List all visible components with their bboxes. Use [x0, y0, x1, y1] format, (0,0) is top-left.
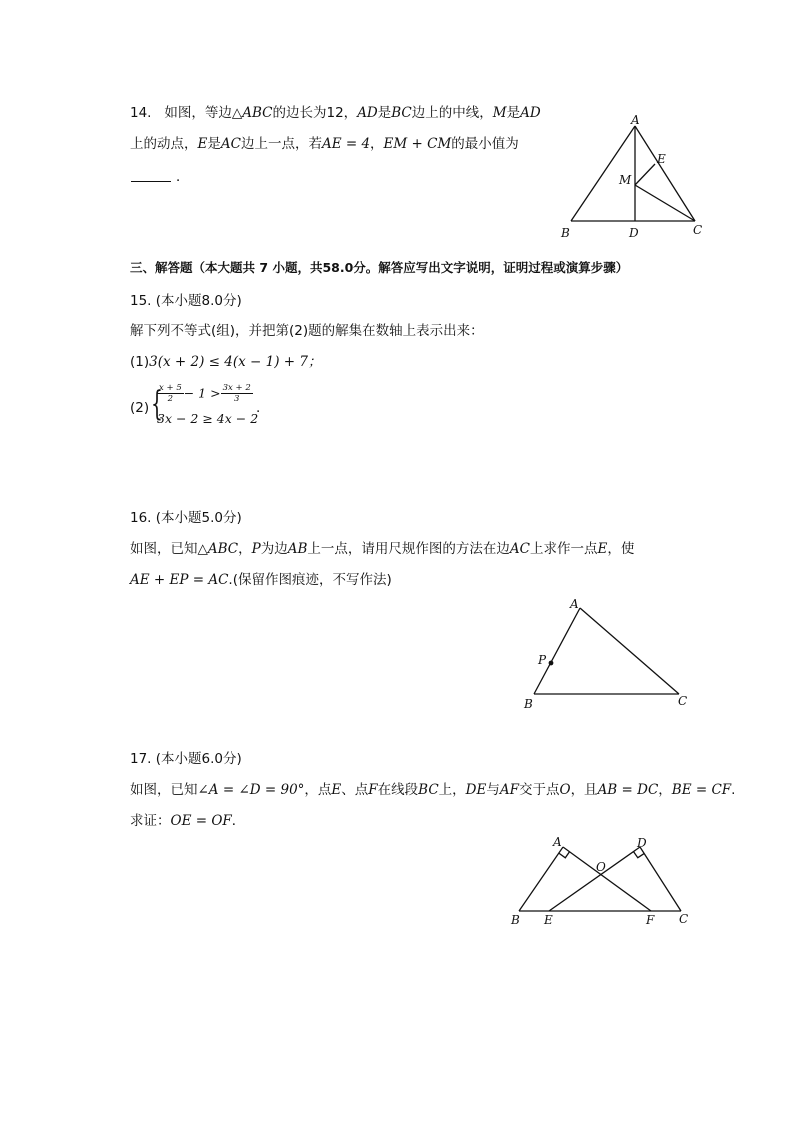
q14-math: EM + CM	[383, 136, 452, 152]
q17-math: AF	[499, 782, 519, 798]
q16-text: 上求作一点	[530, 541, 598, 557]
q17-seg-cd	[640, 847, 681, 911]
q17-math: O	[559, 782, 571, 798]
q17-math: BC	[418, 782, 439, 798]
q14-seg-mc	[635, 185, 695, 221]
q14-side-ac	[635, 126, 695, 221]
q14-text: 边上一点，若	[240, 136, 322, 152]
q14-line-1	[130, 104, 541, 122]
q17-math: AB = DC	[597, 782, 659, 798]
q14-text: 的边长为12，	[272, 105, 358, 121]
q15-system-end: .	[256, 400, 261, 416]
q14-text: 是	[207, 136, 221, 152]
q14-blank-end	[176, 168, 190, 186]
q14-line-2	[130, 135, 519, 153]
q14-label-d: D	[629, 226, 639, 240]
q14-number: 14.	[130, 105, 152, 121]
q17-figure	[505, 830, 705, 930]
q16-math: AB	[287, 541, 308, 557]
q14-text: 边上的中线，	[411, 105, 493, 121]
section-heading-text: 7	[259, 260, 269, 275]
q15-denominator: 3	[233, 394, 240, 404]
q14-math: E	[197, 136, 208, 152]
section-heading-text: 小题，共	[272, 260, 323, 275]
q17-seg-ba	[519, 847, 563, 911]
q16-figure	[515, 592, 705, 717]
q17-label-c: C	[679, 912, 689, 926]
q15-system-brace: {	[151, 384, 163, 424]
q17-math: OE = OF	[170, 813, 232, 829]
q17-text: 上，	[438, 782, 466, 798]
q15-numerator: 3x + 2	[222, 383, 251, 393]
q16-header: 16. (本小题5.0分)	[130, 510, 242, 526]
q14-text: 是	[506, 105, 521, 121]
q14-text: 的最小值为	[451, 136, 519, 152]
q14-text: 上的动点，	[130, 136, 198, 152]
q17-text: 求证：	[130, 813, 171, 829]
q16-side-ac	[580, 608, 679, 694]
q14-text: ，	[370, 136, 384, 152]
q17-line-2	[130, 812, 245, 830]
q17-text: 与	[486, 782, 500, 798]
q17-right-angle-d	[634, 852, 645, 858]
q17-math: DE	[465, 782, 487, 798]
q15-part-2-label: (2)	[130, 400, 150, 416]
q17-text: ，点	[304, 782, 332, 798]
q17-text: 、点	[341, 782, 369, 798]
q16-math: AE + EP = AC	[130, 572, 229, 588]
q14-label-m: M	[619, 173, 632, 187]
q17-header: 17. (本小题6.0分)	[130, 751, 242, 767]
section-heading-text: 三、解答题（本大题共	[130, 260, 256, 275]
q15-prompt: 解下列不等式(组)，并把第(2)题的解集在数轴上表示出来：	[130, 323, 484, 339]
q15-fraction-1	[157, 383, 184, 404]
q14-text: ．	[176, 169, 190, 185]
q17-text: 在线段	[377, 782, 419, 798]
q16-math: △ABC	[197, 541, 239, 557]
q17-label-b: B	[511, 913, 520, 927]
q16-line-2	[130, 571, 392, 589]
q14-answer-blank[interactable]	[131, 181, 171, 182]
q14-math: △ABC	[231, 105, 273, 121]
q15-header: 15. (本小题8.0分)	[130, 293, 242, 309]
q14-label-a: A	[631, 113, 640, 127]
q15-label: (1)	[130, 354, 150, 370]
q14-label-e: E	[657, 152, 666, 166]
q14-label-b: B	[561, 226, 570, 240]
q16-text: 上一点，请用尺规作图的方法在边	[307, 541, 510, 557]
q16-text: .(保留作图痕迹，不写作法)	[228, 572, 392, 588]
q16-text: ，	[238, 541, 252, 557]
q15-math: − 1 >	[183, 385, 221, 401]
q17-label-f: F	[646, 913, 655, 927]
q16-label-c: C	[678, 694, 688, 708]
q16-line-1	[130, 540, 634, 558]
q17-math: ∠A = ∠D = 90°	[197, 782, 305, 798]
q14-math: BC	[391, 105, 412, 121]
q17-line-1	[130, 781, 735, 799]
q16-math: P	[251, 541, 261, 557]
q14-math: AD	[520, 105, 541, 121]
q17-text: ，且	[570, 782, 598, 798]
q17-right-angle-a	[559, 852, 570, 858]
q15-fraction-2	[221, 383, 253, 404]
q16-math: E	[597, 541, 608, 557]
q17-text: 如图，已知	[130, 782, 198, 798]
q14-math: AC	[220, 136, 241, 152]
q17-text: ，	[658, 782, 672, 798]
q16-text: 为边	[260, 541, 288, 557]
q17-text: 交于点	[518, 782, 560, 798]
q14-text: 是	[377, 105, 392, 121]
q14-label-c: C	[693, 223, 703, 237]
q14-seg-em	[635, 164, 655, 185]
q16-label-p: P	[538, 653, 547, 667]
q16-text: 如图，已知	[130, 541, 198, 557]
q17-label-e: E	[544, 913, 553, 927]
q17-label-d: D	[637, 836, 647, 850]
q17-label-o: O	[596, 860, 606, 874]
section-3-heading	[130, 259, 628, 277]
section-heading-text: 58.0	[322, 260, 354, 275]
q15-numerator: x + 5	[159, 383, 182, 393]
q15-system-line-1	[157, 383, 253, 404]
q17-math: E	[331, 782, 342, 798]
q14-math: AE = 4	[321, 136, 371, 152]
q16-label-b: B	[524, 697, 533, 711]
q15-system-line-2: 3x − 2 ≥ 4x − 2	[157, 411, 259, 426]
q15-part-1	[130, 353, 321, 371]
q17-text: ．	[231, 813, 246, 829]
q17-math: F	[368, 782, 378, 798]
q17-label-a: A	[553, 835, 562, 849]
q14-math: AD	[357, 105, 378, 121]
q16-math: AC	[509, 541, 530, 557]
q17-math: BE = CF	[671, 782, 732, 798]
q14-math: M	[492, 105, 507, 121]
q16-label-a: A	[570, 597, 579, 611]
q15-math: 3(x + 2) ≤ 4(x − 1) + 7；	[149, 354, 322, 370]
section-heading-text: 分。解答应写出文字说明，证明过程或演算步骤）	[353, 260, 629, 275]
q15-denominator: 2	[167, 394, 174, 404]
q16-point-p	[549, 661, 554, 666]
q16-side-ab	[534, 608, 580, 694]
q14-figure	[555, 115, 715, 245]
q17-text: .	[731, 782, 736, 798]
q14-text: 如图，等边	[164, 105, 232, 121]
q16-text: ，使	[607, 541, 635, 557]
